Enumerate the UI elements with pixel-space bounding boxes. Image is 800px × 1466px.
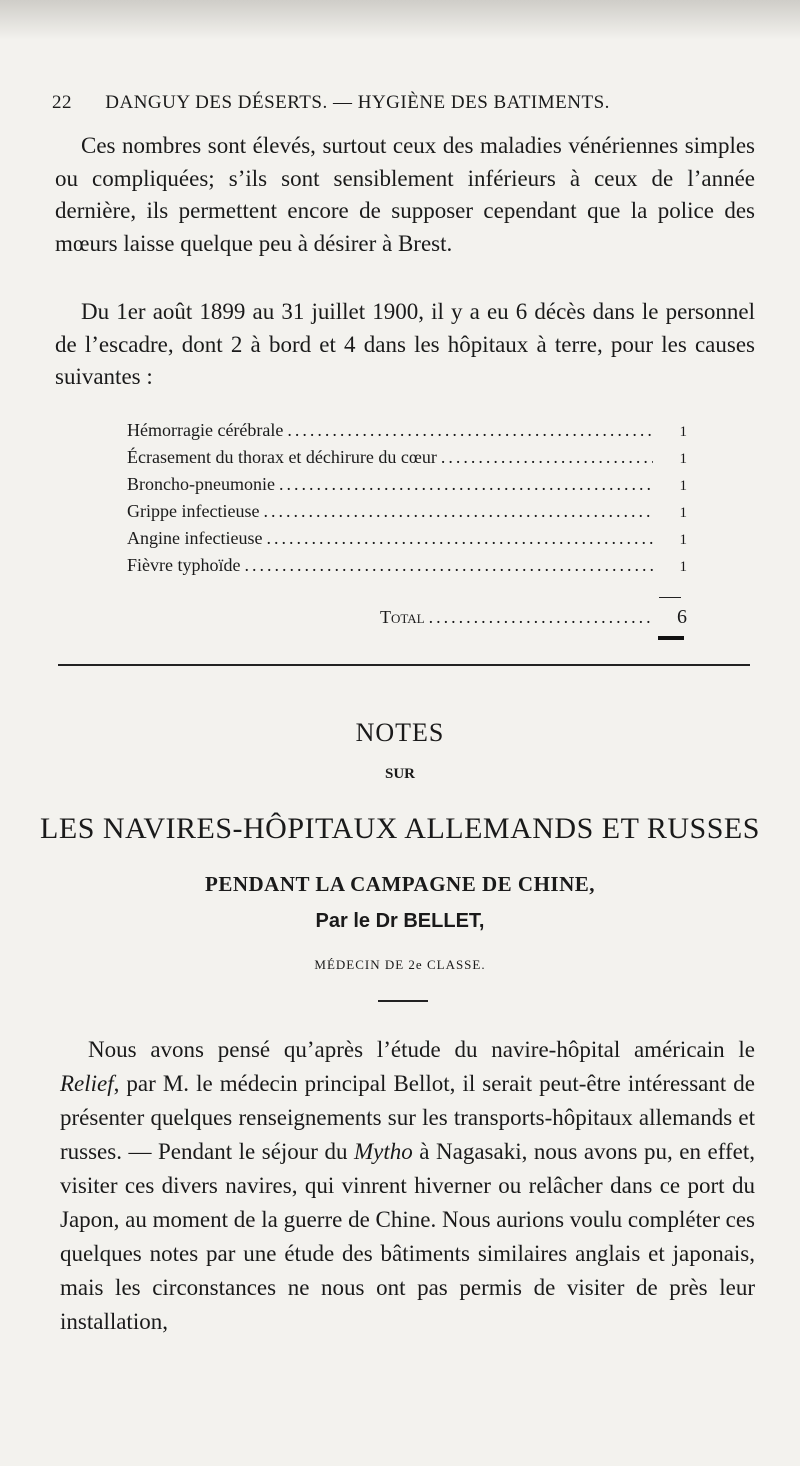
cause-label: Angine infectieuse [127,528,263,548]
cause-label: Broncho-pneumonie [127,474,275,494]
cause-label: Grippe infectieuse [127,501,260,521]
cause-count: 1 [679,424,687,440]
causes-list [127,420,687,582]
leader-dots [441,447,653,468]
paragraph-1: Ces nombres sont élevés, surtout ceux des maladies vénériennes simples ou compliquées; s’ils sont sensiblement inférieurs à ceux de l’année dernière, ils permettent encore de supposer cependant que la police des mœurs laisse quelque peu à désirer à Brest. [55,133,755,256]
short-divider [378,1000,428,1002]
page-number: 22 [52,92,72,113]
leader-dots [266,528,653,549]
cause-label: Fièvre typhoïde [127,555,241,575]
author-line: Par le Dr BELLET, [315,910,485,932]
leader-dots [429,607,653,628]
cause-row [127,555,687,582]
section-divider [58,664,750,666]
cause-row [127,420,687,447]
leader-dots [244,555,653,576]
cause-count: 1 [679,451,687,467]
body-text-3: à Nagasaki, nous avons pu, en effet, visiter ces divers navires, qui vinrent hiverner ou relâcher dans ce port du Japon, au moment de la guerre de Chine. Nous aurions voulu compléter ces quelques notes par une étude des bâtiments similaires anglais et japonais, mais les circonstances ne nous ont pas permis de visiter de près leur installation, [60,1139,755,1334]
author-rank: MÉDECIN DE 2e CLASSE. [314,957,486,972]
running-head [52,92,752,114]
cause-row [127,501,687,528]
cause-count: 1 [679,505,687,521]
article-title: LES NAVIRES-HÔPITAUX ALLEMANDS ET RUSSES [40,812,760,845]
cause-count: 1 [679,559,687,575]
total-label: Total [380,607,425,627]
total-underline [658,636,684,640]
body-text-2: , par M. le médecin principal Bellot, il serait peut-être intéressant de présenter quelques renseignements sur les transports-hôpitaux allemands et russes. — Pendant le séjour du [60,1071,755,1164]
cause-row [127,528,687,555]
ship-name-relief: Relief [60,1071,114,1096]
notes-title: NOTES [355,718,445,747]
cause-count: 1 [679,532,687,548]
cause-label: Écrasement du thorax et déchirure du cœur [127,447,437,467]
notes-sur: SUR [384,766,415,782]
cause-row [127,447,687,474]
leader-dots [287,420,653,441]
cause-label: Hémorragie cérébrale [127,420,284,440]
cause-row [127,474,687,501]
leader-dots [263,501,653,522]
total-count: 6 [677,606,687,628]
leader-dots [279,474,653,495]
body-text-1: Nous avons pensé qu’après l’étude du navire-hôpital américain le [88,1037,755,1062]
article-subtitle: PENDANT LA CAMPAGNE DE CHINE, [205,872,595,896]
ship-name-mytho: Mytho [354,1139,413,1164]
article-body [60,1033,755,1339]
total-row [380,606,687,629]
cause-count: 1 [679,478,687,494]
scan-shadow [0,0,800,40]
sum-rule [659,597,681,598]
paragraph-2: Du 1er août 1899 au 31 juillet 1900, il y a eu 6 décès dans le personnel de l’escadre, dont 2 à bord et 4 dans les hôpitaux à terre, pour les causes suivantes : [55,299,755,389]
running-head-title: DANGUY DES DÉSERTS. — HYGIÈNE DES BATIMENTS. [105,92,610,113]
